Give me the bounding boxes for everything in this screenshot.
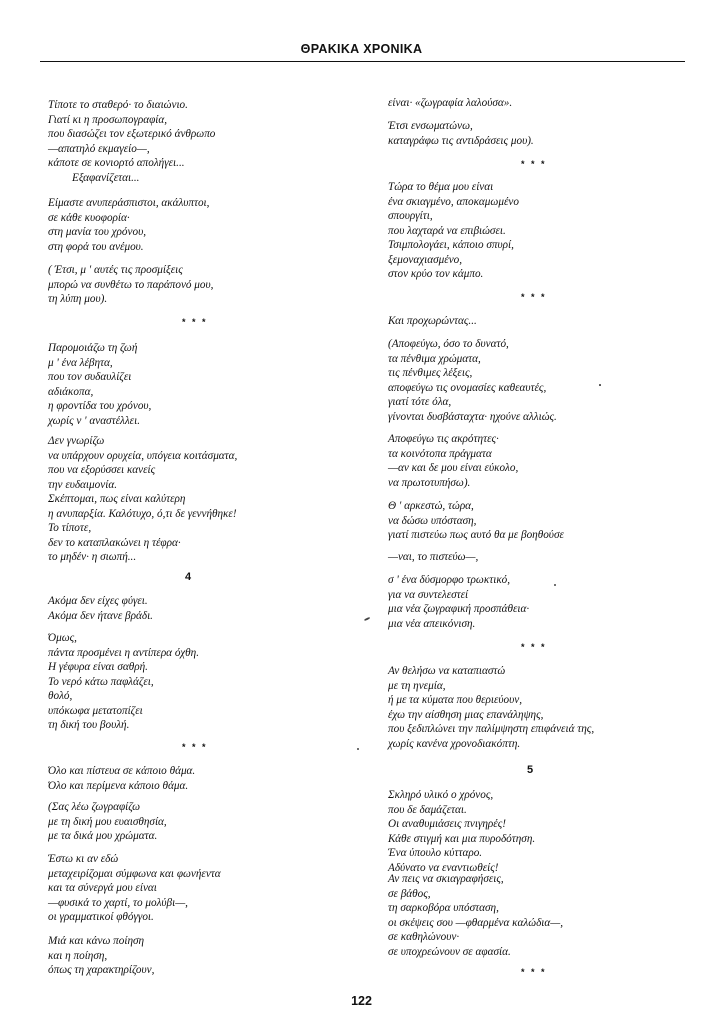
page-number: 122: [351, 994, 372, 1008]
poem-line: να δώσω υπόσταση,: [388, 514, 477, 527]
poem-line: Η γέφυρα είναι σαθρή.: [48, 661, 148, 673]
stanza: [388, 664, 594, 751]
poem-line: Τίποτε το σταθερό· το διαιώνιο.: [48, 99, 188, 111]
poem-line: Αποφεύγω τις ακρότητες·: [388, 433, 499, 445]
poem-line: υπόκωφα μετατοπίζει: [48, 704, 143, 717]
stanza: [388, 499, 564, 543]
poem-line: σ ' ένα δύσμορφο τρωκτικό,: [388, 574, 511, 586]
poem-line: δεν το καταπλακώνει η τέφρα·: [48, 536, 181, 549]
poem-line: που διασώζει τον εξωτερικό άνθρωπο: [48, 128, 216, 140]
poem-line: Μιά και κάνω ποίηση: [48, 935, 145, 947]
poem-line: που λαχταρά να επιβιώσει.: [388, 224, 506, 237]
poem-line: —απατηλό εκμαγείο—,: [48, 142, 150, 155]
poem-line: να υπάρχουν ορυχεία, υπόγεια κοιτάσματα,: [48, 449, 238, 462]
poem-line: Αν θελήσω να καταπιαστώ: [388, 665, 506, 677]
poem-line: όπως τη χαρακτηρίζουν,: [48, 964, 155, 976]
poem-line: χωρίς κανένα χρονοδιακόπτη.: [388, 737, 521, 750]
poem-line: οι σκέψεις σου —φθαρμένα καλώδια—,: [388, 916, 563, 929]
poem-line: αποφεύγω τις ονομασίες καθεαυτές,: [388, 381, 547, 394]
poem-line: Έτσι ενσωματώνω,: [388, 120, 473, 132]
poem-line: ένα σκιαγμένο, αποκαμωμένο: [388, 195, 519, 208]
poem-line: Έστω κι αν εδώ: [48, 853, 119, 865]
poem-line: η ανυπαρξία. Καλότυχο, ό,τι δε γεννήθηκε!: [48, 507, 237, 520]
poem-line: Αδύνατο να εναντιωθείς!: [388, 861, 499, 874]
poem-line: Σκληρό υλικό ο χρόνος,: [388, 789, 494, 801]
poem-line: πάντα προσμένει η αντίπερα όχθη.: [48, 646, 199, 659]
poem-line: ή με τα κύματα που θεριεύουν,: [388, 694, 523, 706]
poem-line: για να συντελεστεί: [388, 588, 469, 601]
poem-line: στον κρύο τον κάμπο.: [388, 268, 484, 280]
poem-line: που να εξορύσσει κανείς: [48, 464, 156, 476]
poem-line: την ευδαιμονία.: [48, 478, 117, 491]
poem-line: που ξεδιπλώνει την παλίμψηστη επιφάνειά της,: [388, 723, 595, 735]
poem-line: τη σαρκοβόρα υπόσταση,: [388, 902, 499, 914]
stanza: [388, 573, 529, 631]
poem-line: Όλο και πίστευα σε κάποιο θάμα.: [48, 765, 196, 777]
poem-line: με τα δικά μου χρώματα.: [48, 830, 158, 842]
poem-line: Ακόμα δεν είχες φύγει.: [48, 595, 148, 607]
poem-line: —αν και δε μου είναι εύκολο,: [388, 462, 519, 474]
poem-line: Σκέπτομαι, πως είναι καλύτερη: [48, 493, 186, 505]
section-number: 5: [527, 764, 534, 776]
stanza: [388, 314, 477, 329]
running-header: ΘΡΑΚΙΚΑ ΧΡΟΝΙΚΑ: [300, 42, 423, 56]
poem-line: χωρίς ν ' αναστέλλει.: [48, 414, 140, 427]
poem-line: Όλο και περίμενα κάποιο θάμα.: [48, 779, 189, 792]
stanza: [48, 852, 221, 925]
stanza: [388, 337, 557, 424]
stanza: [48, 98, 215, 185]
poem-line: Αν πεις να σκιαγραφήσεις,: [388, 873, 504, 885]
poem-line: σπουργίτι,: [388, 210, 433, 222]
poem-line: οι γραμματικοί φθόγγοι.: [48, 911, 154, 923]
poem-line: Και προχωρώντας...: [388, 315, 477, 327]
poem-line: γιατί τότε όλα,: [388, 396, 452, 408]
stanza: [48, 800, 167, 844]
poem-line: που δε δαμάζεται.: [388, 803, 467, 816]
stanza: [48, 263, 213, 307]
poem-line: Όμως,: [48, 632, 77, 644]
poem-line: Κάθε στιγμή και μια πυροδότηση.: [388, 832, 536, 845]
stanza: [48, 341, 151, 428]
section-separator: * * *: [182, 742, 208, 752]
stanza: [388, 872, 563, 959]
poem-line: Γιατί κι η προσωπογραφία,: [48, 113, 168, 126]
poem-line: (Αποφεύγω, όσο το δυνατό,: [388, 338, 509, 350]
poem-line: αδιάκοπα,: [48, 385, 94, 398]
poem-line: θολό,: [48, 690, 73, 702]
section-separator: * * *: [182, 317, 208, 327]
poem-line: κάποτε σε κονιορτό απολήγει...: [48, 157, 185, 169]
poem-line: η φροντίδα του χρόνου,: [48, 400, 152, 412]
stanza: [388, 432, 518, 490]
poem-line: το μηδέν· η σιωπή...: [48, 551, 137, 563]
poem-line: με τη δική μου ευαισθησία,: [48, 815, 167, 828]
poem-line: στη φορά του ανέμου.: [48, 240, 144, 253]
poem-line: ( Έτσι, μ ' αυτές τις προσμίξεις: [48, 264, 183, 276]
stanza: [388, 96, 512, 111]
poem-line: τη λύπη μου).: [48, 293, 108, 305]
poem-line: γίνονται δυσβάσταχτα· ηχούνε αλλιώς.: [388, 410, 557, 423]
poem-line: και τα σύνεργά μου είναι: [48, 882, 157, 894]
stanza: [48, 764, 195, 793]
stanza: [48, 934, 154, 978]
section-separator: * * *: [521, 292, 547, 302]
scan-speck: [599, 384, 601, 386]
poem-line: Είμαστε ανυπεράσπιστοι, ακάλυπτοι,: [48, 197, 210, 209]
poem-line: με τη ηνεμία,: [388, 679, 446, 692]
poem-line: Τώρα το θέμα μου είναι: [388, 181, 494, 193]
poem-line: που τον συδαυλίζει: [48, 371, 132, 383]
poem-line: και η ποίηση,: [48, 949, 108, 962]
poem-line: καταγράφω τις αντιδράσεις μου).: [388, 134, 534, 147]
section-separator: * * *: [521, 967, 547, 977]
poem-line: —φυσικά το χαρτί, το μολύβι—,: [48, 896, 188, 909]
stanza: [48, 631, 199, 733]
poem-line: τις πένθιμες λέξεις,: [388, 367, 473, 379]
stanza: [48, 594, 153, 623]
scan-speck: [364, 617, 370, 621]
header-rule: [40, 61, 685, 62]
section-number: 4: [185, 571, 192, 583]
poem-line: σε βάθος,: [388, 887, 431, 900]
poem-line: έχω την αίσθηση μιας επανάληψης,: [388, 708, 544, 721]
poem-line: μ ' ένα λέβητα,: [48, 356, 113, 369]
scan-speck: [357, 748, 359, 750]
poem-line: ξεμοναχιασμένο,: [388, 253, 463, 266]
poem-line: Οι αναθυμιάσεις πνιγηρές!: [388, 818, 506, 830]
poem-line: τα κοινότοπα πράγματα: [388, 447, 492, 460]
poem-line: γιατί πιστεύω πως αυτό θα με βοηθούσε: [388, 529, 564, 541]
poem-line: Δεν γνωρίζω: [48, 435, 105, 447]
stanza: [48, 196, 209, 254]
poem-line: Θ ' αρκεστώ, τώρα,: [388, 500, 474, 512]
poem-line: είναι· «ζωγραφία λαλούσα».: [388, 97, 513, 109]
poem-line: —ναι, το πιστεύω—,: [388, 551, 479, 563]
poem-line: μια νέα ζωγραφική προσπάθεια·: [388, 603, 530, 615]
poem-line: μεταχειρίζομαι σύμφωνα και φωνήεντα: [48, 867, 221, 880]
poem-line: Το τίποτε,: [48, 522, 92, 534]
poem-line: σε καθηλώνουν·: [388, 931, 460, 943]
poem-line: τα πένθιμα χρώματα,: [388, 352, 481, 365]
poem-line: Ακόμα δεν ήτανε βράδι.: [48, 609, 153, 622]
section-separator: * * *: [521, 642, 547, 652]
poem-line: σε κάθε κυοφορία·: [48, 211, 130, 224]
stanza: [388, 180, 519, 282]
poem-line: Τσιμπολογάει, κάποιο σπυρί,: [388, 239, 514, 251]
stanza: [388, 788, 535, 875]
section-separator: * * *: [521, 159, 547, 169]
poem-line: μια νέα απεικόνιση.: [388, 617, 476, 630]
scan-speck: [554, 584, 556, 586]
poem-line: να πρωτοτυπήσω).: [388, 476, 471, 489]
poem-line: Το νερό κάτω παφλάζει,: [48, 675, 154, 688]
poem-line: (Σας λέω ζωγραφίζω: [48, 801, 141, 813]
stanza: [388, 550, 478, 565]
poem-line: Εξαφανίζεται...: [72, 171, 140, 184]
poem-line: τη δική του βουλή.: [48, 719, 130, 731]
poem-line: Παρομοιάζω τη ζωή: [48, 342, 138, 354]
poem-line: μπορώ να συνθέτω το παράπονό μου,: [48, 278, 214, 291]
poem-line: σε υποχρεώνουν σε αφασία.: [388, 945, 511, 958]
poem-line: Ένα ύπουλο κύτταρο.: [388, 847, 483, 859]
poem-line: στη μανία του χρόνου,: [48, 226, 147, 238]
stanza: [48, 434, 237, 565]
stanza: [388, 119, 534, 148]
